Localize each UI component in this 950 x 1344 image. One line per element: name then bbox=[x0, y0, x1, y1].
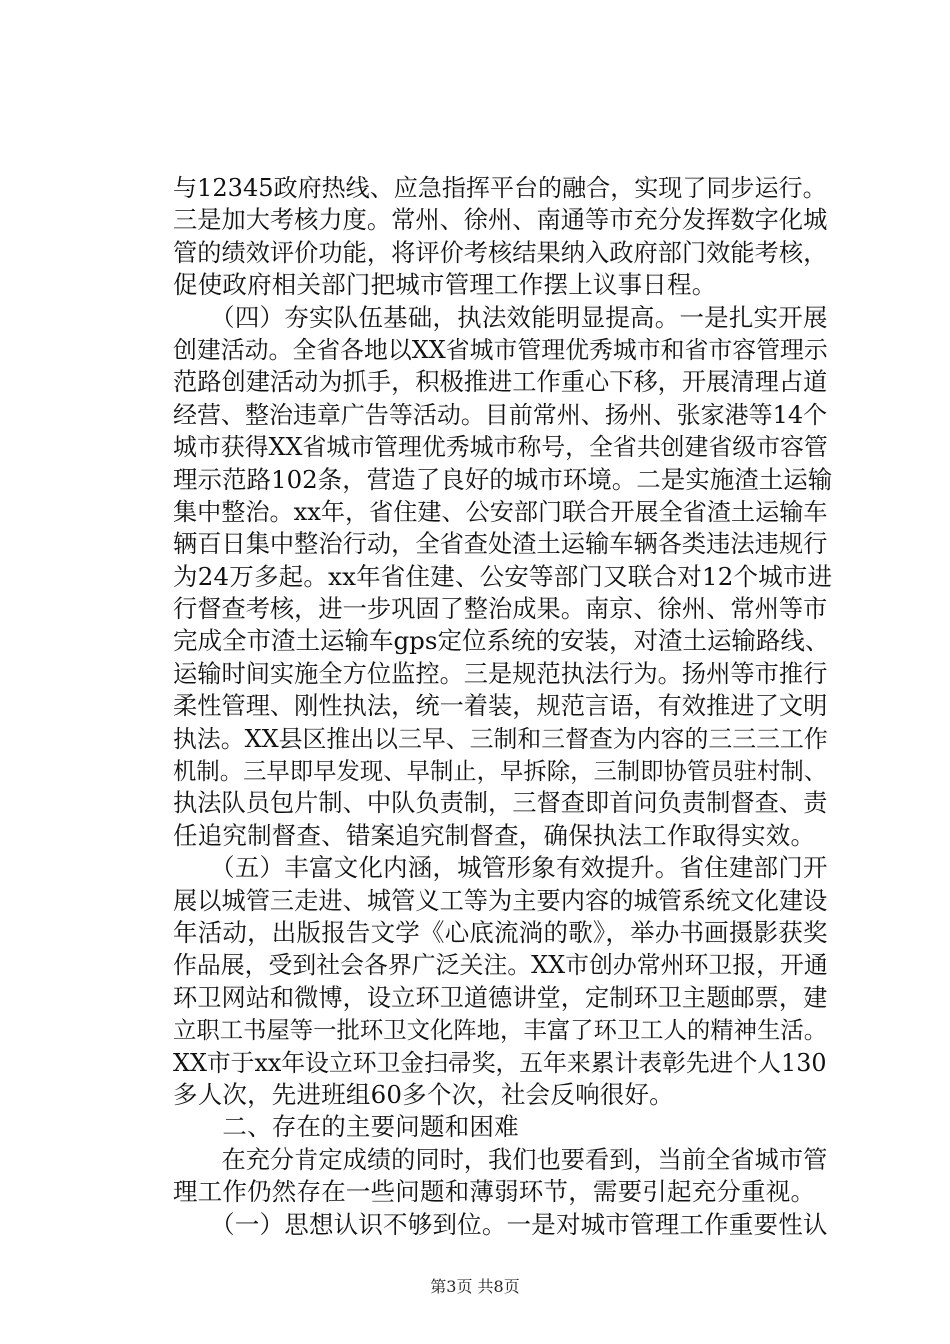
document-body bbox=[173, 172, 833, 1241]
text-line: 二、存在的主要问题和困难 bbox=[173, 1112, 519, 1142]
text-line: 柔性管理、刚性执法，统一着装，规范言语，有效推进了文明 bbox=[173, 691, 828, 721]
text-line: 范路创建活动为抓手，积极推进工作重心下移，开展清理占道 bbox=[173, 367, 828, 397]
text-line: 作品展，受到社会各界广泛关注。XX市创办常州环卫报，开通 bbox=[173, 951, 828, 980]
text-line: 完成全市渣土运输车gps定位系统的安装，对渣土运输路线、 bbox=[173, 626, 830, 656]
text-line: （四）夯实队伍基础，执法效能明显提高。一是扎实开展 bbox=[173, 302, 828, 332]
text-line: 立职工书屋等一批环卫文化阵地，丰富了环卫工人的精神生活。 bbox=[173, 1016, 828, 1045]
text-line: 管的绩效评价功能，将评价考核结果纳入政府部门效能考核， bbox=[173, 237, 828, 267]
text-line: 年活动，出版报告文学《心底流淌的歌》，举办书画摄影获奖 bbox=[173, 917, 828, 947]
text-line: （一）思想认识不够到位。一是对城市管理工作重要性认 bbox=[173, 1209, 828, 1239]
text-line: 执法队员包片制、中队负责制，三督查即首问负责制督查、责 bbox=[173, 788, 828, 818]
text-line: 环卫网站和微博，设立环卫道德讲堂，定制环卫主题邮票，建 bbox=[173, 982, 828, 1012]
text-line: XX市于xx年设立环卫金扫帚奖，五年来累计表彰先进个人130 bbox=[173, 1048, 827, 1077]
text-line: 运输时间实施全方位监控。三是规范执法行为。扬州等市推行 bbox=[173, 658, 828, 688]
text-line: 城市获得XX省城市管理优秀城市称号，全省共创建省级市容管 bbox=[173, 433, 828, 462]
text-line: 多人次，先进班组60多个次，社会反响很好。 bbox=[173, 1079, 674, 1109]
text-line: 执法。XX县区推出以三早、三制和三督查为内容的三三三工作 bbox=[173, 724, 828, 753]
text-line: 理示范路102条，营造了良好的城市环境。二是实施渣土运输 bbox=[173, 464, 833, 494]
text-line: 经营、整治违章广告等活动。目前常州、扬州、张家港等14个 bbox=[173, 400, 828, 429]
text-line: 集中整治。xx年，省住建、公安部门联合开展全省渣土运输车 bbox=[173, 497, 828, 526]
text-line: 为24万多起。xx年省住建、公安等部门又联合对12个城市进 bbox=[173, 561, 833, 591]
text-line: 在充分肯定成绩的同时，我们也要看到，当前全省城市管 bbox=[173, 1144, 828, 1174]
text-line: 行督查考核，进一步巩固了整治成果。南京、徐州、常州等市 bbox=[173, 594, 828, 624]
text-line: 展以城管三走进、城管义工等为主要内容的城管系统文化建设 bbox=[173, 885, 828, 915]
text-line: （五）丰富文化内涵，城管形象有效提升。省住建部门开 bbox=[173, 853, 828, 883]
text-line: 促使政府相关部门把城市管理工作摆上议事日程。 bbox=[173, 270, 717, 300]
text-line: 理工作仍然存在一些问题和薄弱环节，需要引起充分重视。 bbox=[173, 1177, 816, 1207]
text-line: 与12345政府热线、应急指挥平台的融合，实现了同步运行。 bbox=[173, 174, 827, 202]
text-line: 辆百日集中整治行动，全省查处渣土运输车辆各类违法违规行 bbox=[173, 529, 828, 559]
text-line: 创建活动。全省各地以XX省城市管理优秀城市和省市容管理示 bbox=[173, 335, 828, 364]
text-line: 机制。三早即早发现、早制止，早拆除，三制即协管员驻村制、 bbox=[173, 757, 828, 786]
text-line: 三是加大考核力度。常州、徐州、南通等市充分发挥数字化城 bbox=[173, 205, 828, 235]
text-line: 任追究制督查、错案追究制督查，确保执法工作取得实效。 bbox=[173, 820, 816, 850]
page-footer: 第3页 共8页 bbox=[430, 1277, 520, 1296]
